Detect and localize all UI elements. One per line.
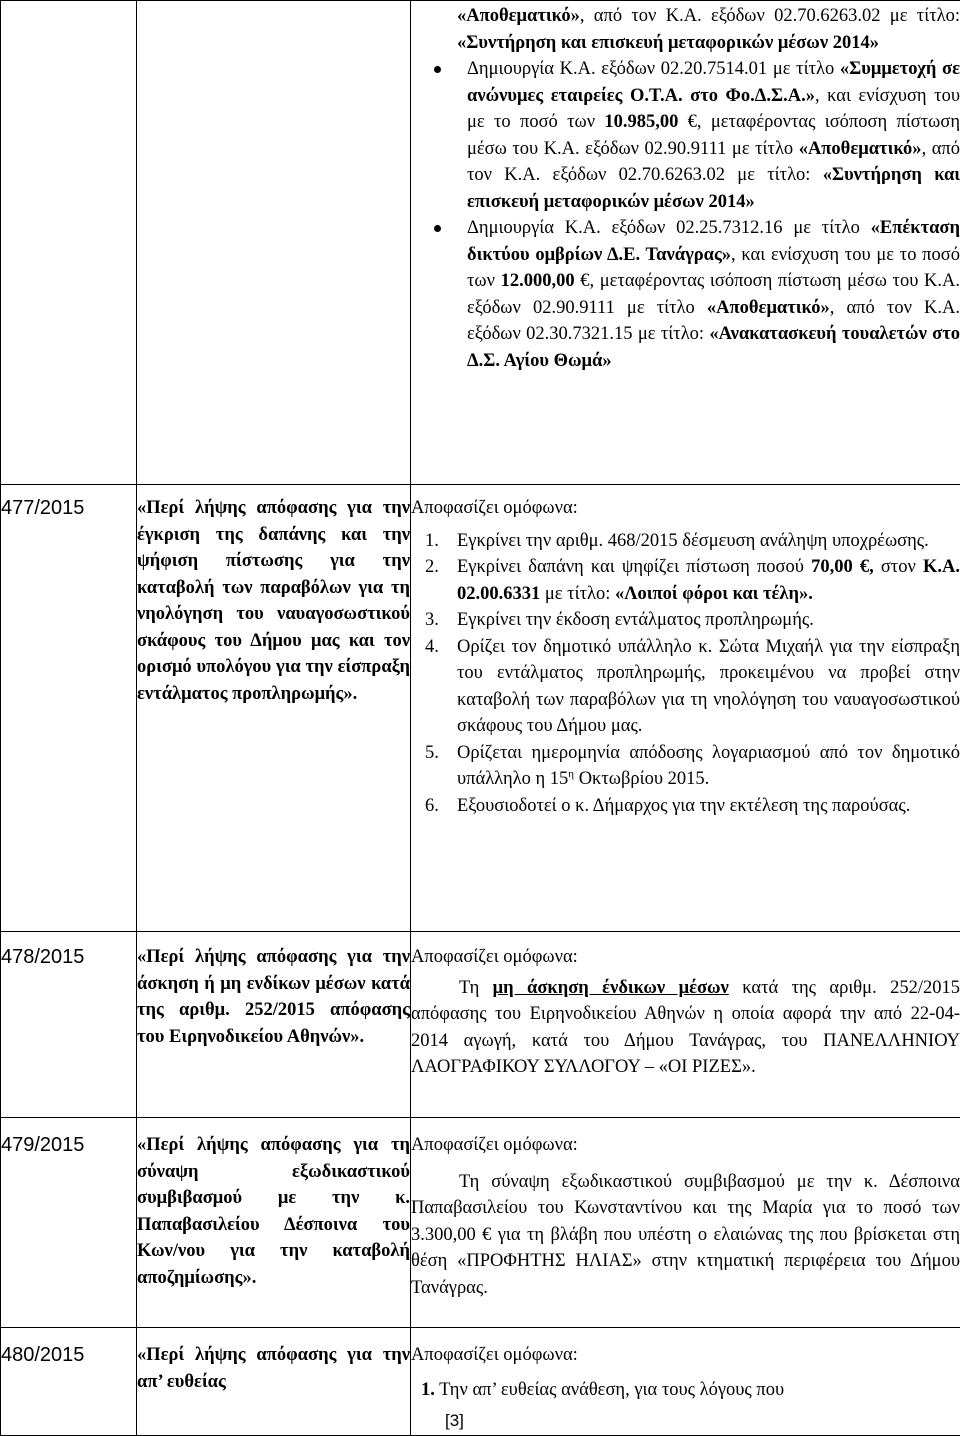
decision-text: Τη σύναψη εξωδικαστικού συμβιβασμού με την κ. Δέσποινα Παπαβασιλείου του Κωνσταντίνου και της Μαρία για το ποσό των 3.300,00 € για τη βλάβη που υπέστη ο ελαιώνας της που βρίσκεται στη θέση «ΠΡΟΦΗΤΗΣ ΗΛΙΑΣ» στην κτηματική περιφέρεια του Δήμου Τανάγρας.: [411, 1169, 960, 1302]
table-row-continued: [1, 1, 960, 485]
continued-paragraph: [411, 3, 960, 56]
subject-text: «Περί λήψης απόφασης για την απ’ ευθείας: [137, 1328, 411, 1436]
text-bold: «Αποθεματικό»: [457, 6, 580, 26]
list-item: 6. Εξουσιοδοτεί ο κ. Δήμαρχος για την εκτέλεση της παρούσας.: [457, 793, 960, 820]
table-row: [1, 1118, 960, 1328]
subject-text: «Περί λήψης απόφασης για τη σύναψη εξωδικαστικού συμβιβασμού με την κ. Παπαβασιλείου Δέσποινα του Κων/νου για την καταβολή αποζημίωσης».: [137, 1118, 411, 1328]
table-row: [1, 485, 960, 932]
list-item: 2. Εγκρίνει δαπάνη και ψηφίζει πίστωση ποσού 70,00 €, στον Κ.Α. 02.00.6331 με τίτλο: «Λοιποί φόροι και τέλη».: [457, 554, 960, 607]
subject-cell-empty: [137, 1, 411, 485]
decision-label: Αποφασίζει ομόφωνα:: [411, 944, 960, 971]
decision-number: 479/2015: [1, 1118, 137, 1328]
decision-cell-continued: [411, 1, 960, 485]
decision-label: Αποφασίζει ομόφωνα:: [411, 1342, 960, 1369]
list-item: 1. Την απ’ ευθείας ανάθεση, για τους λόγους που: [411, 1377, 960, 1404]
decision-label: Αποφασίζει ομόφωνα:: [411, 1132, 960, 1159]
list-item: 1. Εγκρίνει την αριθμ. 468/2015 δέσμευση ανάληψη υποχρέωσης.: [457, 528, 960, 555]
table-row: [1, 932, 960, 1118]
decision-cell: [411, 932, 960, 1118]
bullet-list: [411, 56, 960, 374]
text-bold: «Συντήρηση και επισκευή μεταφορικών μέσων 2014»: [457, 33, 879, 53]
list-item: 4. Ορίζει τον δημοτικό υπάλληλο κ. Σώτα Μιχαήλ για την είσπραξη του εντάλματος προπληρωμής, προκειμένου να προβεί στην καταβολή των παραβόλων για τη νηολόγηση του ναυαγοσωστικού σκάφους του Δήμου μας.: [457, 634, 960, 740]
decision-number: 480/2015: [1, 1328, 137, 1436]
list-item: Δημιουργία Κ.Α. εξόδων 02.25.7312.16 με τίτλο «Επέκταση δικτύου ομβρίων Δ.Ε. Τανάγρας», και ενίσχυση του με το ποσό των 12.000,00 €, μεταφέροντας ισόποση πίστωση μέσω του Κ.Α. εξόδων 02.90.9111 με τίτλο «Αποθεματικό», από τον Κ.Α. εξόδων 02.30.7321.15 με τίτλο: «Ανακατασκευή τουαλετών στο Δ.Σ. Αγίου Θωμά»: [467, 215, 960, 374]
list-item: 5. Ορίζεται ημερομηνία απόδοσης λογαριασμού από τον δημοτικό υπάλληλο η $15^\eta$ Οκτωβρίου 2015.: [457, 740, 960, 793]
list-item: 3. Εγκρίνει την έκδοση εντάλματος προπληρωμής.: [457, 607, 960, 634]
decision-number: 477/2015: [1, 485, 137, 932]
table-row: [1, 1328, 960, 1436]
decision-cell: [411, 485, 960, 932]
decision-cell: [411, 1328, 960, 1436]
numbered-list: [411, 528, 960, 820]
decision-number: 478/2015: [1, 932, 137, 1118]
list-item: Δημιουργία Κ.Α. εξόδων 02.20.7514.01 με τίτλο «Συμμετοχή σε ανώνυμες εταιρείες Ο.Τ.Α. στο Φο.Δ.Σ.Α.», και ενίσχυση του με το ποσό των 10.985,00 €, μεταφέροντας ισόποση πίστωση μέσω του Κ.Α. εξόδων 02.90.9111 με τίτλο «Αποθεματικό», από τον Κ.Α. εξόδων 02.70.6263.02 με τίτλο: «Συντήρηση και επισκευή μεταφορικών μέσων 2014»: [467, 56, 960, 215]
page-number: [3]: [445, 1408, 464, 1435]
subject-text: «Περί λήψης απόφασης για την έγκριση της δαπάνης και την ψήφιση πίστωσης για την καταβολή των παραβόλων για τη νηολόγηση του ναυαγοσωστικού σκάφους του Δήμου μας και τον ορισμό υπολόγου για την είσπραξη εντάλματος προπληρωμής».: [137, 485, 411, 932]
decision-text: Τη μη άσκηση ένδικων μέσων κατά της αριθμ. 252/2015 απόφασης του Ειρηνοδικείου Αθηνών η οποία αφορά την από 22-04-2014 αγωγή, κατά του Δήμου Τανάγρας, του ΠΑΝΕΛΛΗΝΙΟΥ ΛΑΟΓΡΑΦΙΚΟΥ ΣΥΛΛΟΓΟΥ – «ΟΙ ΡΙΖΕΣ».: [411, 975, 960, 1081]
decision-cell: [411, 1118, 960, 1328]
subject-text: «Περί λήψης απόφασης για την άσκηση ή μη ενδίκων μέσων κατά της αριθμ. 252/2015 απόφασης του Ειρηνοδικείου Αθηνών».: [137, 932, 411, 1118]
text: , από τον Κ.Α. εξόδων 02.70.6263.02 με τίτλο:: [580, 6, 960, 26]
number-cell-empty: [1, 1, 137, 485]
decision-label: Αποφασίζει ομόφωνα:: [411, 495, 960, 522]
